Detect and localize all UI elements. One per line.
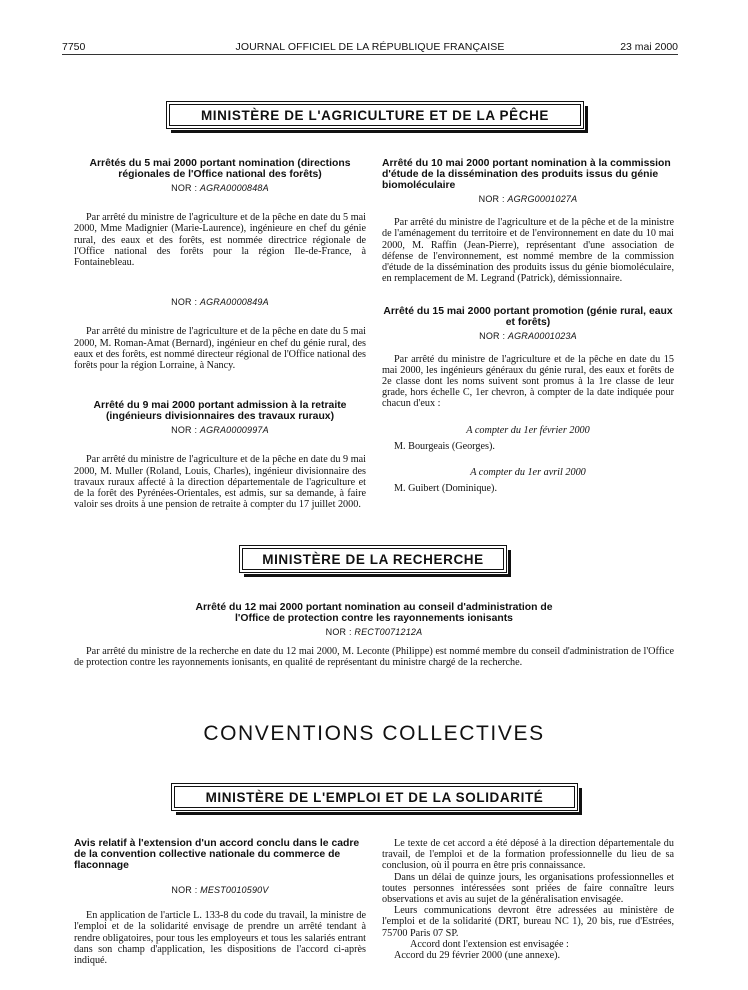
article-text: Accord du 29 février 2000 (une annexe). [394,950,561,962]
article-title: Avis relatif à l'extension d'un accord conclu dans le cadre de la convention collective nationale du commerce de flaconnage [74,838,360,871]
article-title: Arrêté du 12 mai 2000 portant nomination au conseil d'administration de l'Office de protection contre les rayonnements ionisants [195,602,553,624]
article-title: Arrêté du 9 mai 2000 portant admission à la retraite (ingénieurs divisionnaires des travaux ruraux) [93,400,347,423]
effective-date: A compter du 1er avril 2000 [470,467,586,479]
recherche-article [74,602,674,669]
nor-reference: NOR : AGRA0000849A [171,297,269,308]
article-text: Accord dont l'extension est envisagée : [410,938,569,950]
page-header [62,38,678,56]
article-title: Arrêté du 10 mai 2000 portant nomination à la commission d'étude de la dissémination des produits issus du génie biomoléculaire [382,158,671,191]
ministry-recherche-banner [239,545,507,573]
header-rule [62,54,678,55]
nor-reference: NOR : AGRA0000848A [171,183,269,193]
article-text: Par arrêté du ministre de l'agriculture et de la pêche en date du 15 mai 2000, les ingénieurs généraux du génie rural, des eaux et forêts de 2e classe dont les noms suivent sont promus à la 1re classe de leur grade, hors échelle C, 1er chevron, à compter de la date indiquée pour chacun d'eux : [382,353,674,410]
nor-reference: NOR : AGRA0000997A [171,425,269,436]
ministry-emploi-title: MINISTÈRE DE L'EMPLOI ET DE LA SOLIDARITÉ [174,786,575,808]
article-text: Leurs communications devront être adressées au ministère de l'emploi et de la solidarité (DRT, bureau NC 1), 20 bis, rue d'Estrées, 75700 Paris 07 SP. [382,905,674,939]
ministry-agriculture-title: MINISTÈRE DE L'AGRICULTURE ET DE LA PÊCHE [169,104,581,126]
article-text: Dans un délai de quinze jours, les organisations professionnelles et toutes personnes intéressées sont priées de faire connaître leurs observations et avis au sujet de la généralisation envisagée. [382,871,674,906]
emploi-left-column [74,838,366,966]
promoted-name: M. Bourgeais (Georges). [394,440,495,452]
page-number: 7750 [62,41,86,53]
nor-reference: NOR : AGRA0001023A [479,331,577,342]
article-text: Par arrêté du ministre de l'agriculture et de la pêche et de la ministre de l'aménagement du territoire et de l'environnement en date du 10 mai 2000, M. Raffin (Jean-Pierre), représentant d'une association de défense de l'environnement, est nommé membre de la commission d'étude de la dissémination des produits issus du génie biomoléculaire, en remplacement de M. Legrand (Patrick), démissionnaire. [382,217,674,285]
article-text: Par arrêté du ministre de l'agriculture et de la pêche en date du 9 mai 2000, M. Muller (Roland, Louis, Charles), ingénieur divisionnaire des travaux ruraux affecté à la direction départementale de l'agriculture et de la forêt des Pyrénées-Orientales, est admis, sur sa demande, à faire valoir ses droits à une pension de retraite à compter du 17 juillet 2000. [74,454,366,511]
section-heading: CONVENTIONS COLLECTIVES [203,722,545,745]
article-title: Arrêtés du 5 mai 2000 portant nomination (directions régionales de l'Office national des forêts) [89,158,351,180]
ministry-agriculture-banner [166,101,584,129]
article-text: En application de l'article L. 133-8 du code du travail, la ministre de l'emploi et de la solidarité envisage de prendre un arrêté tendant à rendre obligatoires, pour tous les employeurs et tous les salariés entrant dans son champ d'application, les dispositions de l'accord ci-après indiqué. [74,910,366,967]
nor-reference: NOR : RECT0071212A [325,627,423,637]
article-text: Par arrêté du ministre de l'agriculture et de la pêche en date du 5 mai 2000, M. Roman-Amat (Bernard), ingénieur en chef du génie rural, des eaux et des forêts, est nommé directeur régional de l'Office national des forêts pour la région Lorraine, à Nancy. [74,326,366,372]
emploi-right-column [382,838,674,961]
article-text: Par arrêté du ministre de la recherche en date du 12 mai 2000, M. Leconte (Philippe) est nommé membre du conseil d'administration de l'Office de protection contre les rayonnements ionisants, en qualité de représentant du ministre chargé de la recherche. [74,646,674,669]
effective-date: A compter du 1er février 2000 [466,424,590,436]
article-text: Le texte de cet accord a été déposé à la direction départementale du travail, de l'emploi et de la formation professionnelle du lieu de sa conclusion, où il pourra en être pris connaissance. [382,838,674,872]
nor-reference: NOR : AGRG0001027A [478,194,578,204]
article-title: Arrêté du 15 mai 2000 portant promotion (génie rural, eaux et forêts) [383,306,673,329]
article-text: Par arrêté du ministre de l'agriculture et de la pêche en date du 5 mai 2000, Mme Madignier (Marie-Laurence), ingénieure en chef du génie rural, des eaux et des forêts, est nommée directrice régionale de l'Office national des forêts pour la région Ile-de-France, à Fontainebleau. [74,212,366,269]
agriculture-right-column [382,158,674,494]
journal-title: JOURNAL OFFICIEL DE LA RÉPUBLIQUE FRANÇAISE [235,41,505,53]
ministry-recherche-title: MINISTÈRE DE LA RECHERCHE [242,548,504,570]
issue-date: 23 mai 2000 [620,41,678,53]
ministry-emploi-banner [171,783,578,811]
agriculture-left-column [74,158,366,510]
promoted-name: M. Guibert (Dominique). [394,483,497,495]
nor-reference: NOR : MEST0010590V [171,885,269,895]
